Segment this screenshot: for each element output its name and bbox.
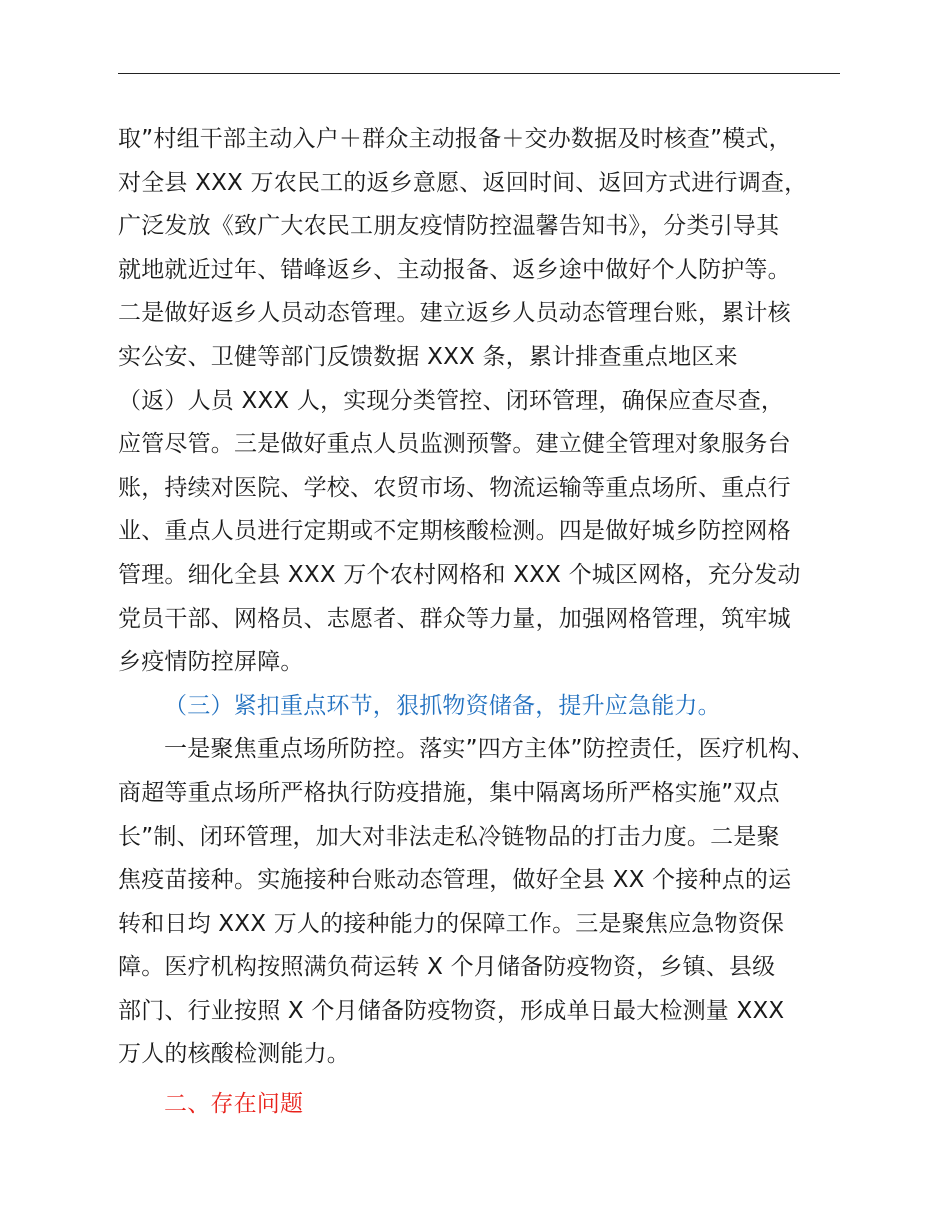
paragraph-line: 部门、行业按照 X 个月储备防疫物资，形成单日最大检测量 XXX xyxy=(118,997,785,1024)
header-rule xyxy=(118,73,840,74)
section-heading-2: 二、存在问题 xyxy=(164,1091,304,1118)
paragraph-1 xyxy=(118,118,842,685)
paragraph-line: 管理。细化全县 XXX 万个农村网格和 XXX 个城区网格，充分发动 xyxy=(118,561,801,588)
paragraph-line: 商超等重点场所严格执行防疫措施，集中隔离场所严格实施”双点 xyxy=(118,779,780,806)
paragraph-line: 长”制、闭环管理，加大对非法走私冷链物品的打击力度。二是聚 xyxy=(118,823,780,850)
paragraph-line: （返）人员 XXX 人，实现分类管控、闭环管理，确保应查尽查， xyxy=(118,387,785,414)
subheading-3: （三）紧扣重点环节，狠抓物资储备，提升应急能力。 xyxy=(164,692,721,719)
paragraph-line: 取”村组干部主动入户＋群众主动报备＋交办数据及时核查”模式， xyxy=(118,126,792,152)
paragraph-line: 万人的核酸检测能力。 xyxy=(118,1041,350,1068)
paragraph-line: 二是做好返乡人员动态管理。建立返乡人员动态管理台账，累计核 xyxy=(118,300,791,327)
paragraph-line: 实公安、卫健等部门反馈数据 XXX 条，累计排查重点地区来 xyxy=(118,343,738,370)
paragraph-line: 焦疫苗接种。实施接种台账动态管理，做好全县 XX 个接种点的运 xyxy=(118,867,792,894)
paragraph-line: 党员干部、网格员、志愿者、群众等力量，加强网格管理，筑牢城 xyxy=(118,605,791,632)
paragraph-line: 一是聚焦重点场所防控。落实”四方主体”防控责任，医疗机构、 xyxy=(164,736,815,763)
paragraph-line: 应管尽管。三是做好重点人员监测预警。建立健全管理对象服务台 xyxy=(118,431,791,458)
paragraph-line: 转和日均 XXX 万人的接种能力的保障工作。三是聚焦应急物资保 xyxy=(118,910,785,937)
paragraph-line: 乡疫情防控屏障。 xyxy=(118,649,304,676)
paragraph-line: 就地就近过年、错峰返乡、主动报备、返乡途中做好个人防护等。 xyxy=(118,256,791,283)
paragraph-line: 障。医疗机构按照满负荷运转 X 个月储备防疫物资，乡镇、县级 xyxy=(118,954,776,981)
paragraph-2 xyxy=(118,728,842,1077)
paragraph-line: 账，持续对医院、学校、农贸市场、物流运输等重点场所、重点行 xyxy=(118,474,791,501)
paragraph-line: 广泛发放《致广大农民工朋友疫情防控温馨告知书》，分类引导其 xyxy=(118,213,780,240)
paragraph-line: 对全县 XXX 万农民工的返乡意愿、返回时间、返回方式进行调查， xyxy=(118,169,808,196)
document-body xyxy=(118,118,842,1127)
paragraph-line: 业、重点人员进行定期或不定期核酸检测。四是做好城乡防控网格 xyxy=(118,518,791,545)
